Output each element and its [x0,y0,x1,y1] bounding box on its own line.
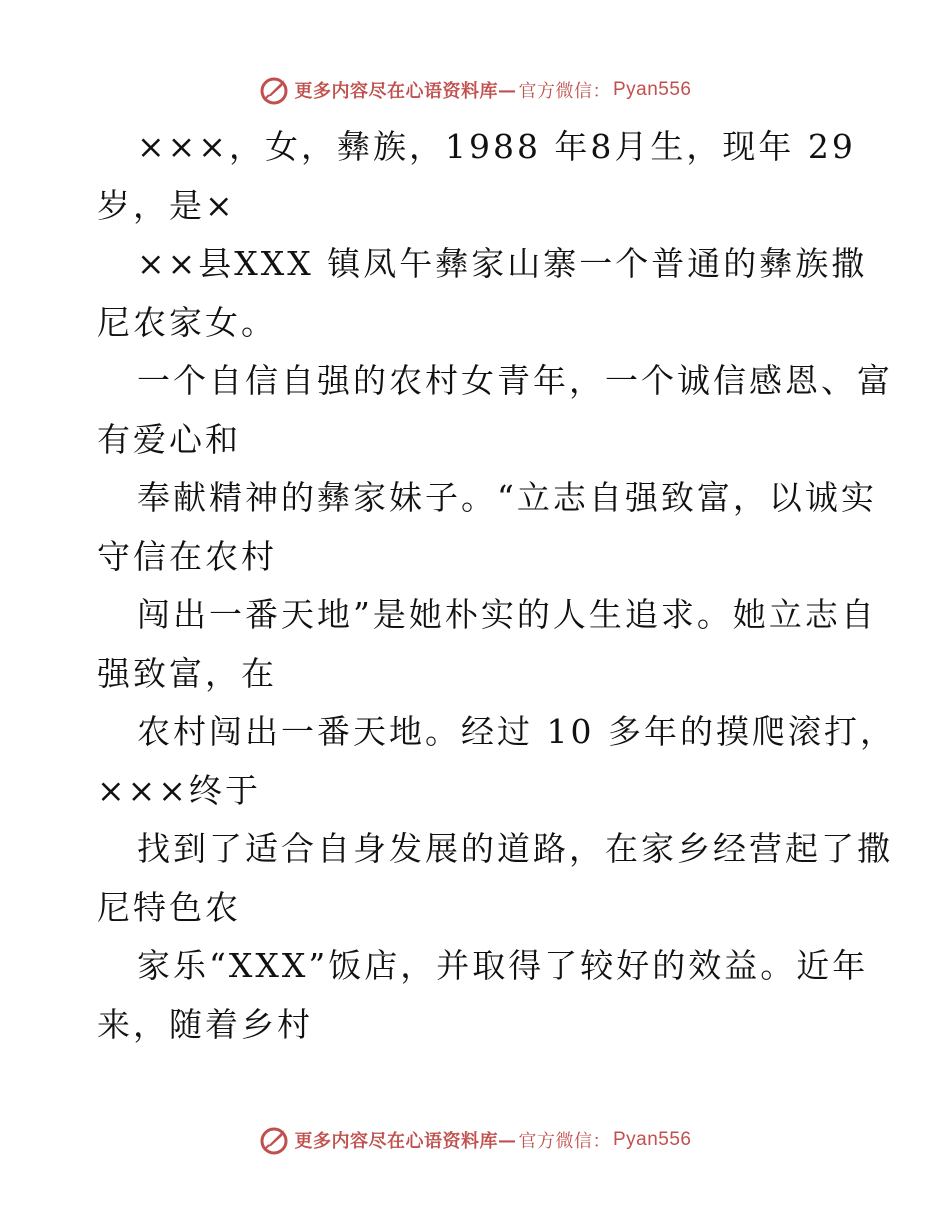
header-banner [0,70,950,110]
quill-logo-icon [258,74,290,106]
document-body [97,118,896,1054]
text-line: ×××，女，彝族，1988 年8月生，现年 29 [137,127,856,166]
text-line: 闯出一番天地”是她朴实的人生追求。她立志自 [137,595,877,634]
footer-wechat-id: Pyan556 [612,1129,692,1150]
text-line: ××县XXX 镇凤午彝家山寨一个普通的彝族撒 [137,244,868,283]
footer-wechat-label: 官方微信： [518,1131,611,1152]
text-line: 强致富，在 [97,653,277,693]
header-wechat-id: Pyan556 [612,79,692,100]
text-line: 有爱心和 [97,419,241,459]
text-line: ×××终于 [97,770,261,810]
text-line: 一个自信自强的农村女青年，一个诚信感恩、富 [137,361,893,400]
header-slogan: 更多内容尽在心语资料库 [294,81,498,102]
text-line: 农村闯出一番天地。经过 10 多年的摸爬滚打， [137,712,896,751]
text-line: 来，随着乡村 [97,1004,313,1044]
header-dash: — [497,79,517,101]
text-line: 找到了适合自身发展的道路，在家乡经营起了撒 [137,829,893,868]
text-line: 奉献精神的彝家妹子。“立志自强致富，以诚实 [137,478,877,517]
text-line: 尼农家女。 [97,302,277,342]
footer-banner [0,1120,950,1160]
text-line: 尼特色农 [97,887,241,927]
footer-slogan: 更多内容尽在心语资料库 [294,1131,498,1152]
text-line: 岁，是× [97,185,236,225]
text-line: 家乐“XXX”饭店，并取得了较好的效益。近年 [137,946,869,985]
header-wechat-label: 官方微信： [518,81,611,102]
text-line: 守信在农村 [97,536,277,576]
quill-logo-icon [258,1124,290,1156]
footer-dash: — [497,1129,517,1151]
